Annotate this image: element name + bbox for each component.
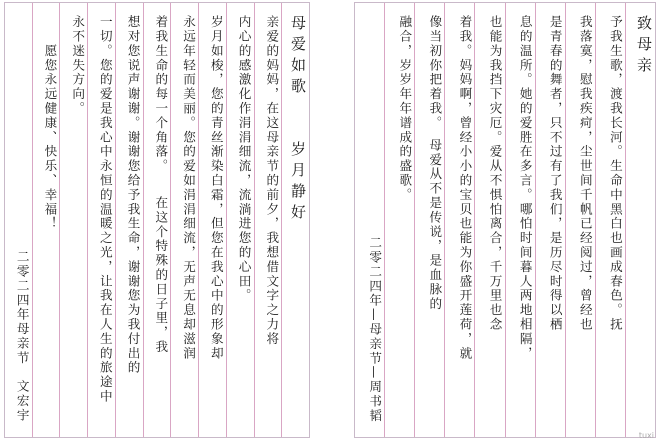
right-letter-column: 也能为我挡下灾厄。爱从不惧怕离合，千万里也念 bbox=[474, 3, 504, 437]
right-letter-column: 是青春的舞者，只不过有了我们，是历尽时得以栖 bbox=[535, 3, 565, 437]
right-letter-column: 息的温所。她的爱胜在多言。哪怕时间暮人两地相隔， bbox=[505, 3, 535, 437]
left-letter-column: 想对您说声谢谢。谢谢您给予我生命，谢谢您为我付出的 bbox=[115, 3, 143, 437]
left-letter-column: 永不迷失方向。 bbox=[59, 3, 87, 437]
right-letter-column: 融合，岁岁年年谱成的盛歌。 bbox=[384, 3, 414, 437]
left-letter-signature: 二零二四年母亲节 文宏宇 bbox=[14, 250, 30, 423]
left-letter-column: 岁月如梭，您的青丝渐染白霜，但您在我心中的形象却 bbox=[198, 3, 226, 437]
right-letter-signature: 二零二四年—母亲节—周书韬 bbox=[367, 235, 383, 423]
right-letter-column: 我落寞，慰我疾疴，尘世间千帆已经阅过，曾经也 bbox=[565, 3, 595, 437]
right-letter-column: 像当初你把着我。 母爱从不是传说，是血脉的 bbox=[414, 3, 444, 437]
left-letter-column: 着我生命的每一个角落。 在这个特殊的日子里，我 bbox=[143, 3, 171, 437]
right-letter-column: 着我。妈妈啊，曾经小小的宝贝也能为你盛开莲荷，就 bbox=[444, 3, 474, 437]
left-letter-column: 内心的感激化作涓涓细流，流淌进您的心田。 bbox=[226, 3, 254, 437]
right-letter-column: 予我生歌，渡我长河。生命中黑白也画成春色。抚 bbox=[595, 3, 625, 437]
left-letter-page bbox=[4, 2, 310, 438]
left-letter-column: 亲爱的妈妈，在这母亲节的前夕，我想借文字之力将 bbox=[254, 3, 282, 437]
right-letter-page bbox=[354, 2, 656, 438]
left-letter-column: 一切。您的爱是我心中永恒的温暖之光，让我在人生的旅途中 bbox=[87, 3, 115, 437]
right-letter-title: 致母亲 bbox=[625, 3, 655, 437]
watermark: tuxi bbox=[638, 431, 654, 440]
left-letter-column: 永远年轻而美丽。您的爱如涓涓细流，无声无息却滋润 bbox=[170, 3, 198, 437]
left-letter-column: 愿您永远健康、快乐、幸福！ bbox=[32, 3, 60, 437]
left-letter-title: 母爱如歌 岁月静好 bbox=[281, 3, 309, 437]
